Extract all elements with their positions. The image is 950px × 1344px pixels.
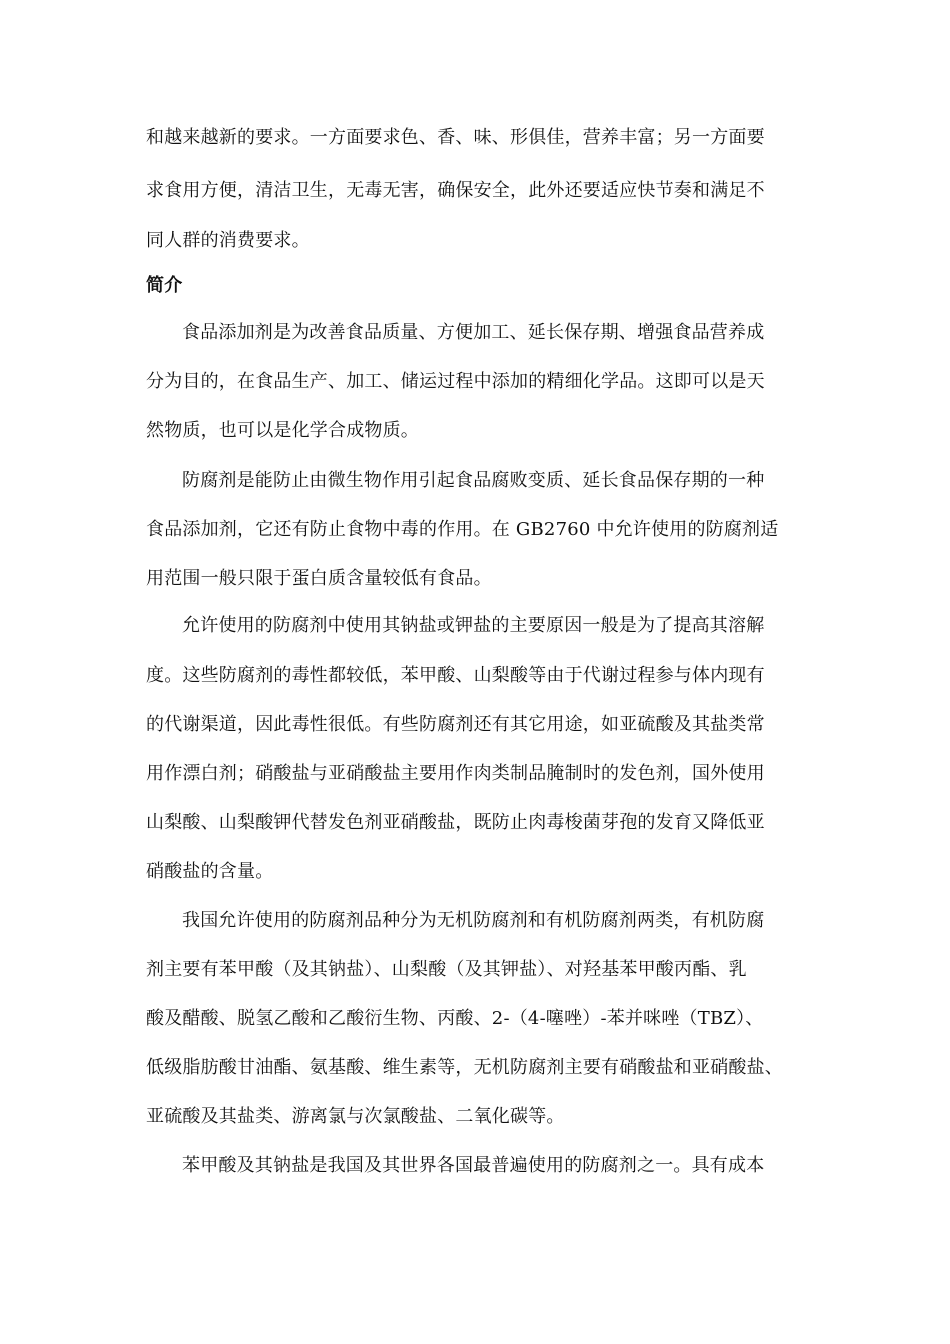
text-line: 山梨酸、山梨酸钾代替发色剂亚硝酸盐，既防止肉毒梭菌芽孢的发育又降低亚	[146, 812, 765, 833]
text-line: 分为目的，在食品生产、加工、储运过程中添加的精细化学品。这即可以是天	[146, 371, 765, 392]
text-line: 的代谢渠道，因此毒性很低。有些防腐剂还有其它用途，如亚硫酸及其盐类常	[146, 714, 765, 735]
text-line: 用范围一般只限于蛋白质含量较低有食品。	[146, 568, 492, 589]
text-line: 然物质，也可以是化学合成物质。	[146, 420, 419, 441]
text-line: 用作漂白剂；硝酸盐与亚硝酸盐主要用作肉类制品腌制时的发色剂，国外使用	[146, 763, 765, 784]
text-line: 同人群的消费要求。	[146, 230, 310, 251]
text-line: 我国允许使用的防腐剂品种分为无机防腐剂和有机防腐剂两类，有机防腐	[182, 910, 765, 931]
text-line: 苯甲酸及其钠盐是我国及其世界各国最普遍使用的防腐剂之一。具有成本	[182, 1155, 765, 1176]
text-line: 硝酸盐的含量。	[146, 861, 274, 882]
text-line: 食品添加剂是为改善食品质量、方便加工、延长保存期、增强食品营养成	[182, 322, 765, 343]
text-line: 防腐剂是能防止由微生物作用引起食品腐败变质、延长食品保存期的一种	[182, 470, 765, 491]
text-line: 求食用方便，清洁卫生，无毒无害，确保安全，此外还要适应快节奏和满足不	[146, 180, 765, 201]
text-line: 度。这些防腐剂的毒性都较低，苯甲酸、山梨酸等由于代谢过程参与体内现有	[146, 665, 765, 686]
text-line: 和越来越新的要求。一方面要求色、香、味、形俱佳，营养丰富；另一方面要	[146, 127, 765, 148]
text-line: 亚硫酸及其盐类、游离氯与次氯酸盐、二氧化碳等。	[146, 1106, 565, 1127]
text-line: 酸及醋酸、脱氢乙酸和乙酸衍生物、丙酸、2-（4-噻唑）-苯并咪唑（TBZ）、	[146, 1008, 764, 1029]
text-line: 低级脂肪酸甘油酯、氨基酸、维生素等，无机防腐剂主要有硝酸盐和亚硝酸盐、	[146, 1057, 783, 1078]
text-line: 允许使用的防腐剂中使用其钠盐或钾盐的主要原因一般是为了提高其溶解	[182, 615, 765, 636]
text-line: 剂主要有苯甲酸（及其钠盐）、山梨酸（及其钾盐）、对羟基苯甲酸丙酯、乳	[146, 959, 747, 980]
section-heading: 简介	[146, 275, 183, 296]
text-line: 食品添加剂，它还有防止食物中毒的作用。在 GB2760 中允许使用的防腐剂适	[146, 519, 779, 540]
